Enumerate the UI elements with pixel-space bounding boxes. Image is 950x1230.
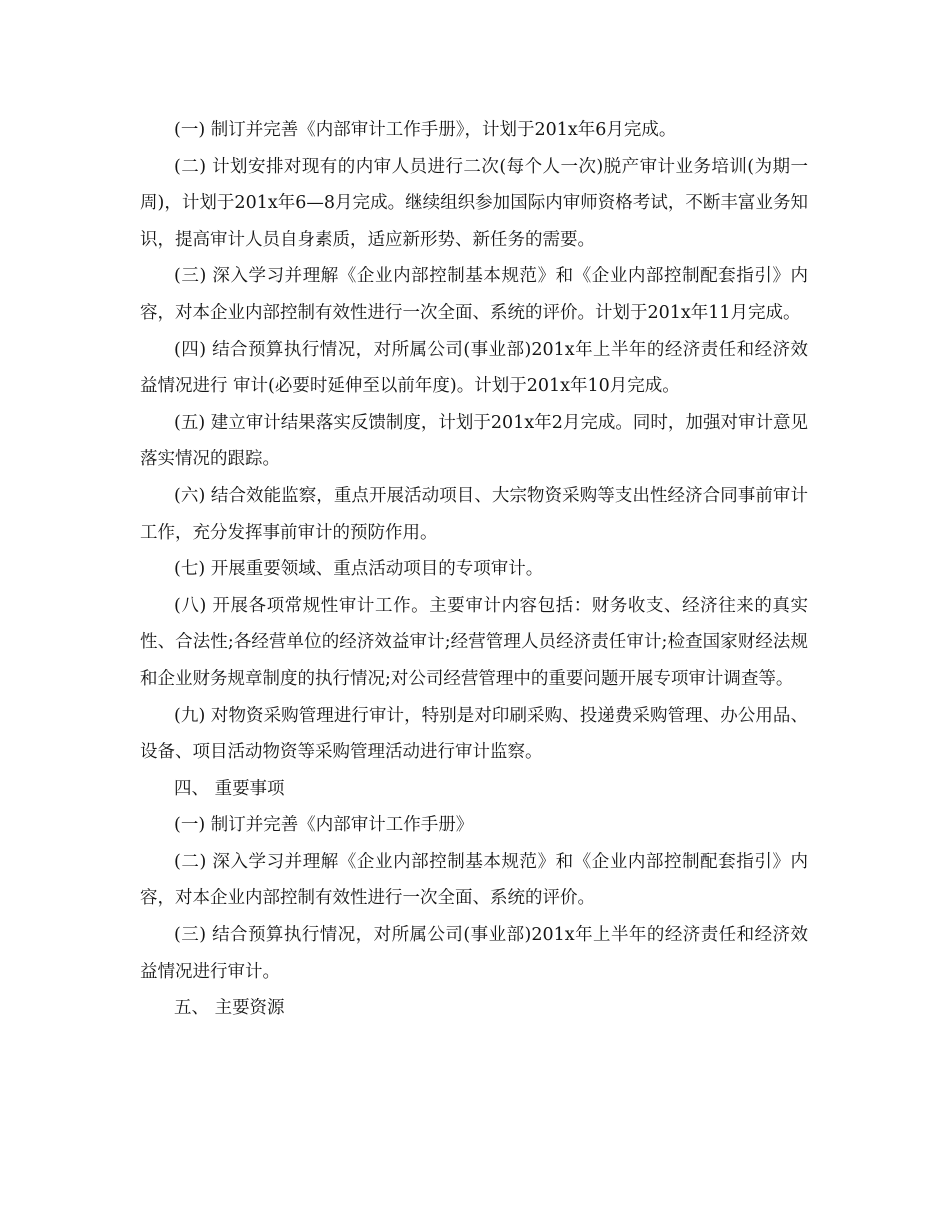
paragraph-plan-item-9: (九) 对物资采购管理进行审计，特别是对印刷采购、投递费采购管理、办公用品、设备、项目活动物资等采购管理活动进行审计监察。: [140, 705, 808, 763]
paragraph-plan-item-5: (五) 建立审计结果落实反馈制度，计划于201x年2月完成。同时，加强对审计意见落实情况的跟踪。: [140, 412, 808, 470]
document-body: [140, 112, 814, 1027]
paragraph-plan-item-3: (三) 深入学习并理解《企业内部控制基本规范》和《企业内部控制配套指引》内容，对本企业内部控制有效性进行一次全面、系统的评价。计划于201x年11月完成。: [140, 266, 808, 323]
section-heading-key-matters: 四、 重要事项: [174, 778, 285, 799]
paragraph-key-matter-1: (一) 制订并完善《内部审计工作手册》: [174, 815, 474, 836]
section-heading-main-resources: 五、 主要资源: [174, 998, 285, 1019]
paragraph-plan-item-1: (一) 制订并完善《内部审计工作手册》，计划于201x年6月完成。: [174, 120, 677, 140]
paragraph-plan-item-4: (四) 结合预算执行情况，对所属公司(事业部)201x年上半年的经济责任和经济效益情况进行 审计(必要时延伸至以前年度)。计划于201x年10月完成。: [140, 339, 808, 397]
paragraph-plan-item-2: (二) 计划安排对现有的内审人员进行二次(每个人一次)脱产审计业务培训(为期一周)，计划于201x年6—8月完成。继续组织参加国际内审师资格考试，不断丰富业务知识，提高审计人员自身素质，适应新形势、新任务的需要。: [140, 156, 808, 250]
paragraph-key-matter-2: (二) 深入学习并理解《企业内部控制基本规范》和《企业内部控制配套指引》内容，对本企业内部控制有效性进行一次全面、系统的评价。: [140, 851, 808, 909]
paragraph-plan-item-8: (八) 开展各项常规性审计工作。主要审计内容包括：财务收支、经济往来的真实性、合法性;各经营单位的经济效益审计;经营管理人员经济责任审计;检查国家财经法规和企业财务规章制度的执行情况;对公司经营管理中的重要问题开展专项审计调查等。: [140, 595, 808, 689]
paragraph-key-matter-3: (三) 结合预算执行情况，对所属公司(事业部)201x年上半年的经济责任和经济效 益情况进行审计。: [140, 925, 814, 982]
paragraph-plan-item-6: (六) 结合效能监察，重点开展活动项目、大宗物资采购等支出性经济合同事前审计工作，充分发挥事前审计的预防作用。: [140, 485, 808, 543]
paragraph-plan-item-7: (七) 开展重要领域、重点活动项目的专项审计。: [174, 559, 544, 580]
